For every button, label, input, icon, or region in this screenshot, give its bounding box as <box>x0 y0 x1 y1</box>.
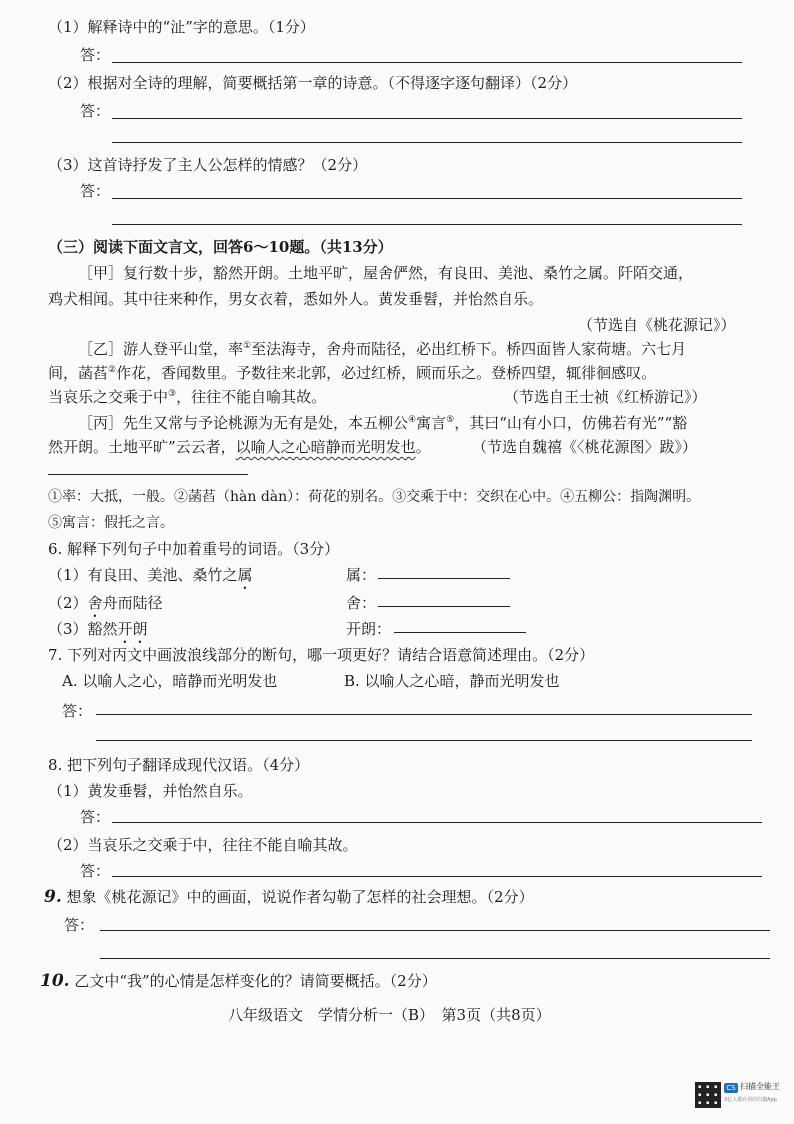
passage-source: （节选自《桃花源记》） <box>578 316 736 334</box>
answer-label: 答： <box>80 102 111 120</box>
answer-label: 答： <box>64 916 95 934</box>
answer-line[interactable] <box>112 62 742 63</box>
page-footer: 八年级语文 学情分析一（B） 第3页（共8页） <box>228 1006 551 1024</box>
answer-line[interactable] <box>112 142 742 143</box>
question-7-title: 7. 下列对丙文中画波浪线部分的断句，哪一项更好？请结合语意简述理由。（2分） <box>48 646 595 664</box>
wavy-underlined-text: 以喻人之心暗静而光明发也 <box>235 438 416 456</box>
answer-line[interactable] <box>112 198 742 199</box>
q7-option-b: B. 以喻人之心暗，静而光明发也 <box>344 672 560 690</box>
scanner-brand: 扫描全能王 <box>740 1082 780 1091</box>
answer-line[interactable] <box>96 714 752 715</box>
answer-line[interactable] <box>112 118 742 119</box>
passage-jia-line: 鸡犬相闻。其中往来种作，男女衣着，悉如外人。黄发垂髫，并怡然自乐。 <box>48 290 544 308</box>
answer-label: 答： <box>80 182 111 200</box>
question-10: 10. 乙文中“我”的心情是怎样变化的？请简要概括。（2分） <box>40 971 437 991</box>
scanner-tagline: 3亿人都在用的扫描App <box>724 1097 777 1103</box>
footnote: ⑤寓言：假托之言。 <box>48 515 174 531</box>
passage-source: （节选自魏禧《〈桃花源图〉跋》） <box>472 438 698 456</box>
passage-bing-line: 然开朗。土地平旷”云云者，以喻人之心暗静而光明发也。 <box>48 438 431 456</box>
question-2: （2）根据对全诗的理解，简要概括第一章的诗意。（不得逐字逐句翻译）（2分） <box>48 74 578 92</box>
q6-label-1: 属： <box>346 566 377 584</box>
passage-jia-line: ［甲］复行数十步，豁然开朗。土地平旷，屋舍俨然，有良田、美池、桑竹之属。阡陌交通， <box>78 264 694 282</box>
footnote: ①率：大抵，一般。②菡萏（hàn dàn）：荷花的别名。③交乘于中：交织在心中。④五柳公：指陶渊明。 <box>48 489 701 505</box>
passage-source: （节选自王士祯《红桥游记》） <box>504 388 707 406</box>
section-title: （三）阅读下面文言文，回答6～10题。（共13分） <box>48 238 393 256</box>
q6-answer-line-2[interactable] <box>378 606 510 607</box>
question-8-title: 8. 把下列句子翻译成现代汉语。（4分） <box>48 756 310 774</box>
q8-sentence-1: （1）黄发垂髫，并怡然自乐。 <box>48 782 253 800</box>
q6-item-1: （1）有良田、美池、桑竹之属 <box>48 566 253 584</box>
q6-label-3: 开朗： <box>346 620 392 638</box>
q6-item-2: （2）舍舟而陆径 <box>48 594 163 612</box>
passage-yi-line: 当哀乐之交乘于中③，往往不能自喻其故。 <box>48 388 327 406</box>
answer-label: 答： <box>80 46 111 64</box>
answer-label: 答： <box>80 808 111 826</box>
question-3: （3）这首诗抒发了主人公怎样的情感？（2分） <box>48 156 368 174</box>
question-6-title: 6. 解释下列句子中加着重号的词语。（3分） <box>48 540 340 558</box>
q6-answer-line-3[interactable] <box>394 632 526 633</box>
answer-label: 答： <box>62 702 93 720</box>
camscanner-logo-icon: CS <box>724 1083 738 1093</box>
answer-line[interactable] <box>96 740 752 741</box>
passage-yi-line: 间，菡萏②作花，香闻数里。予数往来北郭，必过红桥，顾而乐之。登桥四望，辄徘徊感叹。 <box>48 364 657 382</box>
answer-line[interactable] <box>112 876 762 877</box>
answer-line[interactable] <box>112 822 762 823</box>
q6-item-3: （3）豁然开朗 <box>48 620 148 638</box>
answer-line[interactable] <box>100 958 770 959</box>
q7-option-a: A. 以喻人之心，暗静而光明发也 <box>62 672 278 690</box>
answer-line[interactable] <box>100 930 770 931</box>
qr-code-icon <box>695 1082 721 1108</box>
q8-sentence-2: （2）当哀乐之交乘于中，往往不能自喻其故。 <box>48 836 358 854</box>
footnote-divider <box>48 474 248 475</box>
question-9: 9. 想象《桃花源记》中的画面，说说作者勾勒了怎样的社会理想。（2分） <box>44 887 534 907</box>
answer-line[interactable] <box>112 224 742 225</box>
question-1: （1）解释诗中的“沚”字的意思。（1分） <box>48 18 315 36</box>
q6-label-2: 舍： <box>346 594 377 612</box>
answer-label: 答： <box>80 862 111 880</box>
passage-bing-line: ［丙］先生又常与予论桃源为无有是处，本五柳公④寓言⑤，其曰“山有小口，仿佛若有光”“豁 <box>78 414 688 432</box>
q6-answer-line-1[interactable] <box>378 578 510 579</box>
passage-yi-line: ［乙］游人登平山堂，率①至法海寺，舍舟而陆径，必出红桥下。桥四面皆人家荷塘。六七月 <box>78 340 687 358</box>
